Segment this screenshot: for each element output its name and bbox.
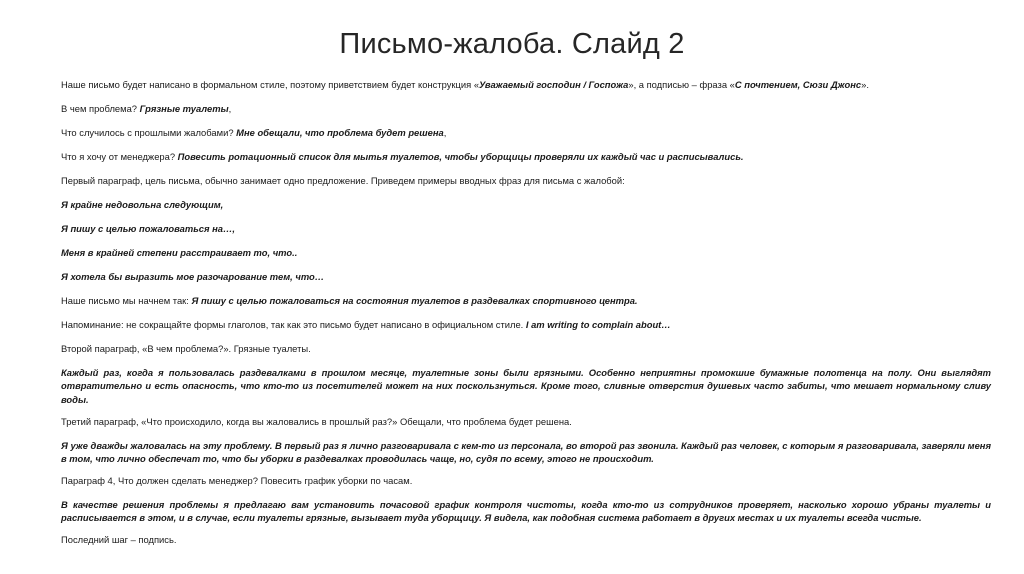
paragraph-second-body: Каждый раз, когда я пользовалась раздевалками в прошлом месяце, туалетные зоны были грязными. Особенно неприятны промокшие бумажные полотенца на полу. Они выглядят отвратительно и есть опасность, что кто-то из посетителей может на них поскользнуться. Кроме того, сливные отверстия душевых часто забиты, что мешает нормальному сливу воды.	[61, 366, 991, 405]
paragraph-fourth-body: В качестве решения проблемы я предлагаю вам установить почасовой график контроля чистоты, когда кто-то из сотрудников проверяет, насколько хорошо убраны туалеты и расписывается в этом, и в случае, если туалеты грязные, вызывает туда уборщицу. Я видела, как подобная система работает в других местах и их туалеты всегда чистые.	[61, 498, 991, 524]
slide-title: Письмо-жалоба. Слайд 2	[339, 28, 685, 60]
paragraph-intro: Первый параграф, цель письма, обычно занимает одно предложение. Приведем примеры вводных фраз для письма с жалобой:	[61, 174, 625, 186]
answer-text: Повесить ротационный список для мытья туалетов, чтобы уборщицы проверяли их каждый час и расписывались.	[177, 150, 744, 162]
text: ,	[228, 102, 232, 114]
greeting-phrase: Уважаемый господин / Госпожа	[479, 79, 629, 90]
answer-text: Мне обещали, что проблема будет решена	[236, 126, 444, 138]
example-phrase: Я крайне недовольна следующим,	[61, 198, 224, 210]
paragraph-third-body: Я уже дважды жаловалась на эту проблему. В первый раз я лично разговаривала с кем-то из персонала, во второй раз звонила. Каждый раз человек, с которым я разговаривала, заверяли меня в том, что лично обеспечат то, что бы уборки в раздевалках проводилась чаще, но, судя по всему, этого не происходит.	[61, 439, 991, 465]
text: Наше письмо будет написано в формальном стиле, поэтому приветствием будет конструкция «	[61, 79, 480, 90]
example-phrase: Я хотела бы выразить мое разочарование тем, что…	[61, 270, 325, 282]
text: ».	[861, 79, 869, 90]
signature-phrase: С почтением, Сюзи Джонс	[734, 79, 862, 90]
paragraph-third-heading: Третий параграф, «Что происходило, когда вы жаловались в прошлый раз?» Обещали, что проблема будет решена.	[61, 415, 572, 427]
paragraph-last-step: Последний шаг – подпись.	[61, 533, 177, 545]
paragraph-reminder	[61, 318, 991, 332]
english-phrase: I am writing to complain about…	[525, 318, 671, 330]
text: Напоминание: не сокращайте формы глаголов, так как это письмо будет написано в официальном стиле.	[61, 318, 526, 330]
paragraph-request	[61, 150, 991, 164]
text: », а подписью – фраза «	[628, 79, 735, 90]
example-phrase: Я пишу с целью пожаловаться на…,	[61, 222, 235, 234]
example-phrase: Меня в крайней степени расстраивает то, что..	[61, 246, 298, 258]
paragraph-opening	[61, 294, 991, 308]
paragraph-past-complaints	[61, 126, 991, 140]
text: Что случилось с прошлыми жалобами?	[61, 126, 237, 138]
paragraph-second-heading: Второй параграф, «В чем проблема?». Грязные туалеты.	[61, 342, 311, 354]
text: Что я хочу от менеджера?	[61, 150, 178, 162]
text: Наше письмо мы начнем так:	[61, 294, 192, 306]
answer-text: Грязные туалеты	[139, 102, 229, 114]
paragraph-greeting	[61, 78, 991, 92]
text: В чем проблема?	[61, 102, 140, 114]
slide-body	[61, 78, 991, 557]
paragraph-fourth-heading: Параграф 4, Что должен сделать менеджер? Повесить график уборки по часам.	[61, 474, 413, 486]
opening-sentence: Я пишу с целью пожаловаться на состояния туалетов в раздевалках спортивного центра.	[191, 294, 638, 306]
text: ,	[443, 126, 447, 138]
paragraph-problem	[61, 102, 991, 116]
